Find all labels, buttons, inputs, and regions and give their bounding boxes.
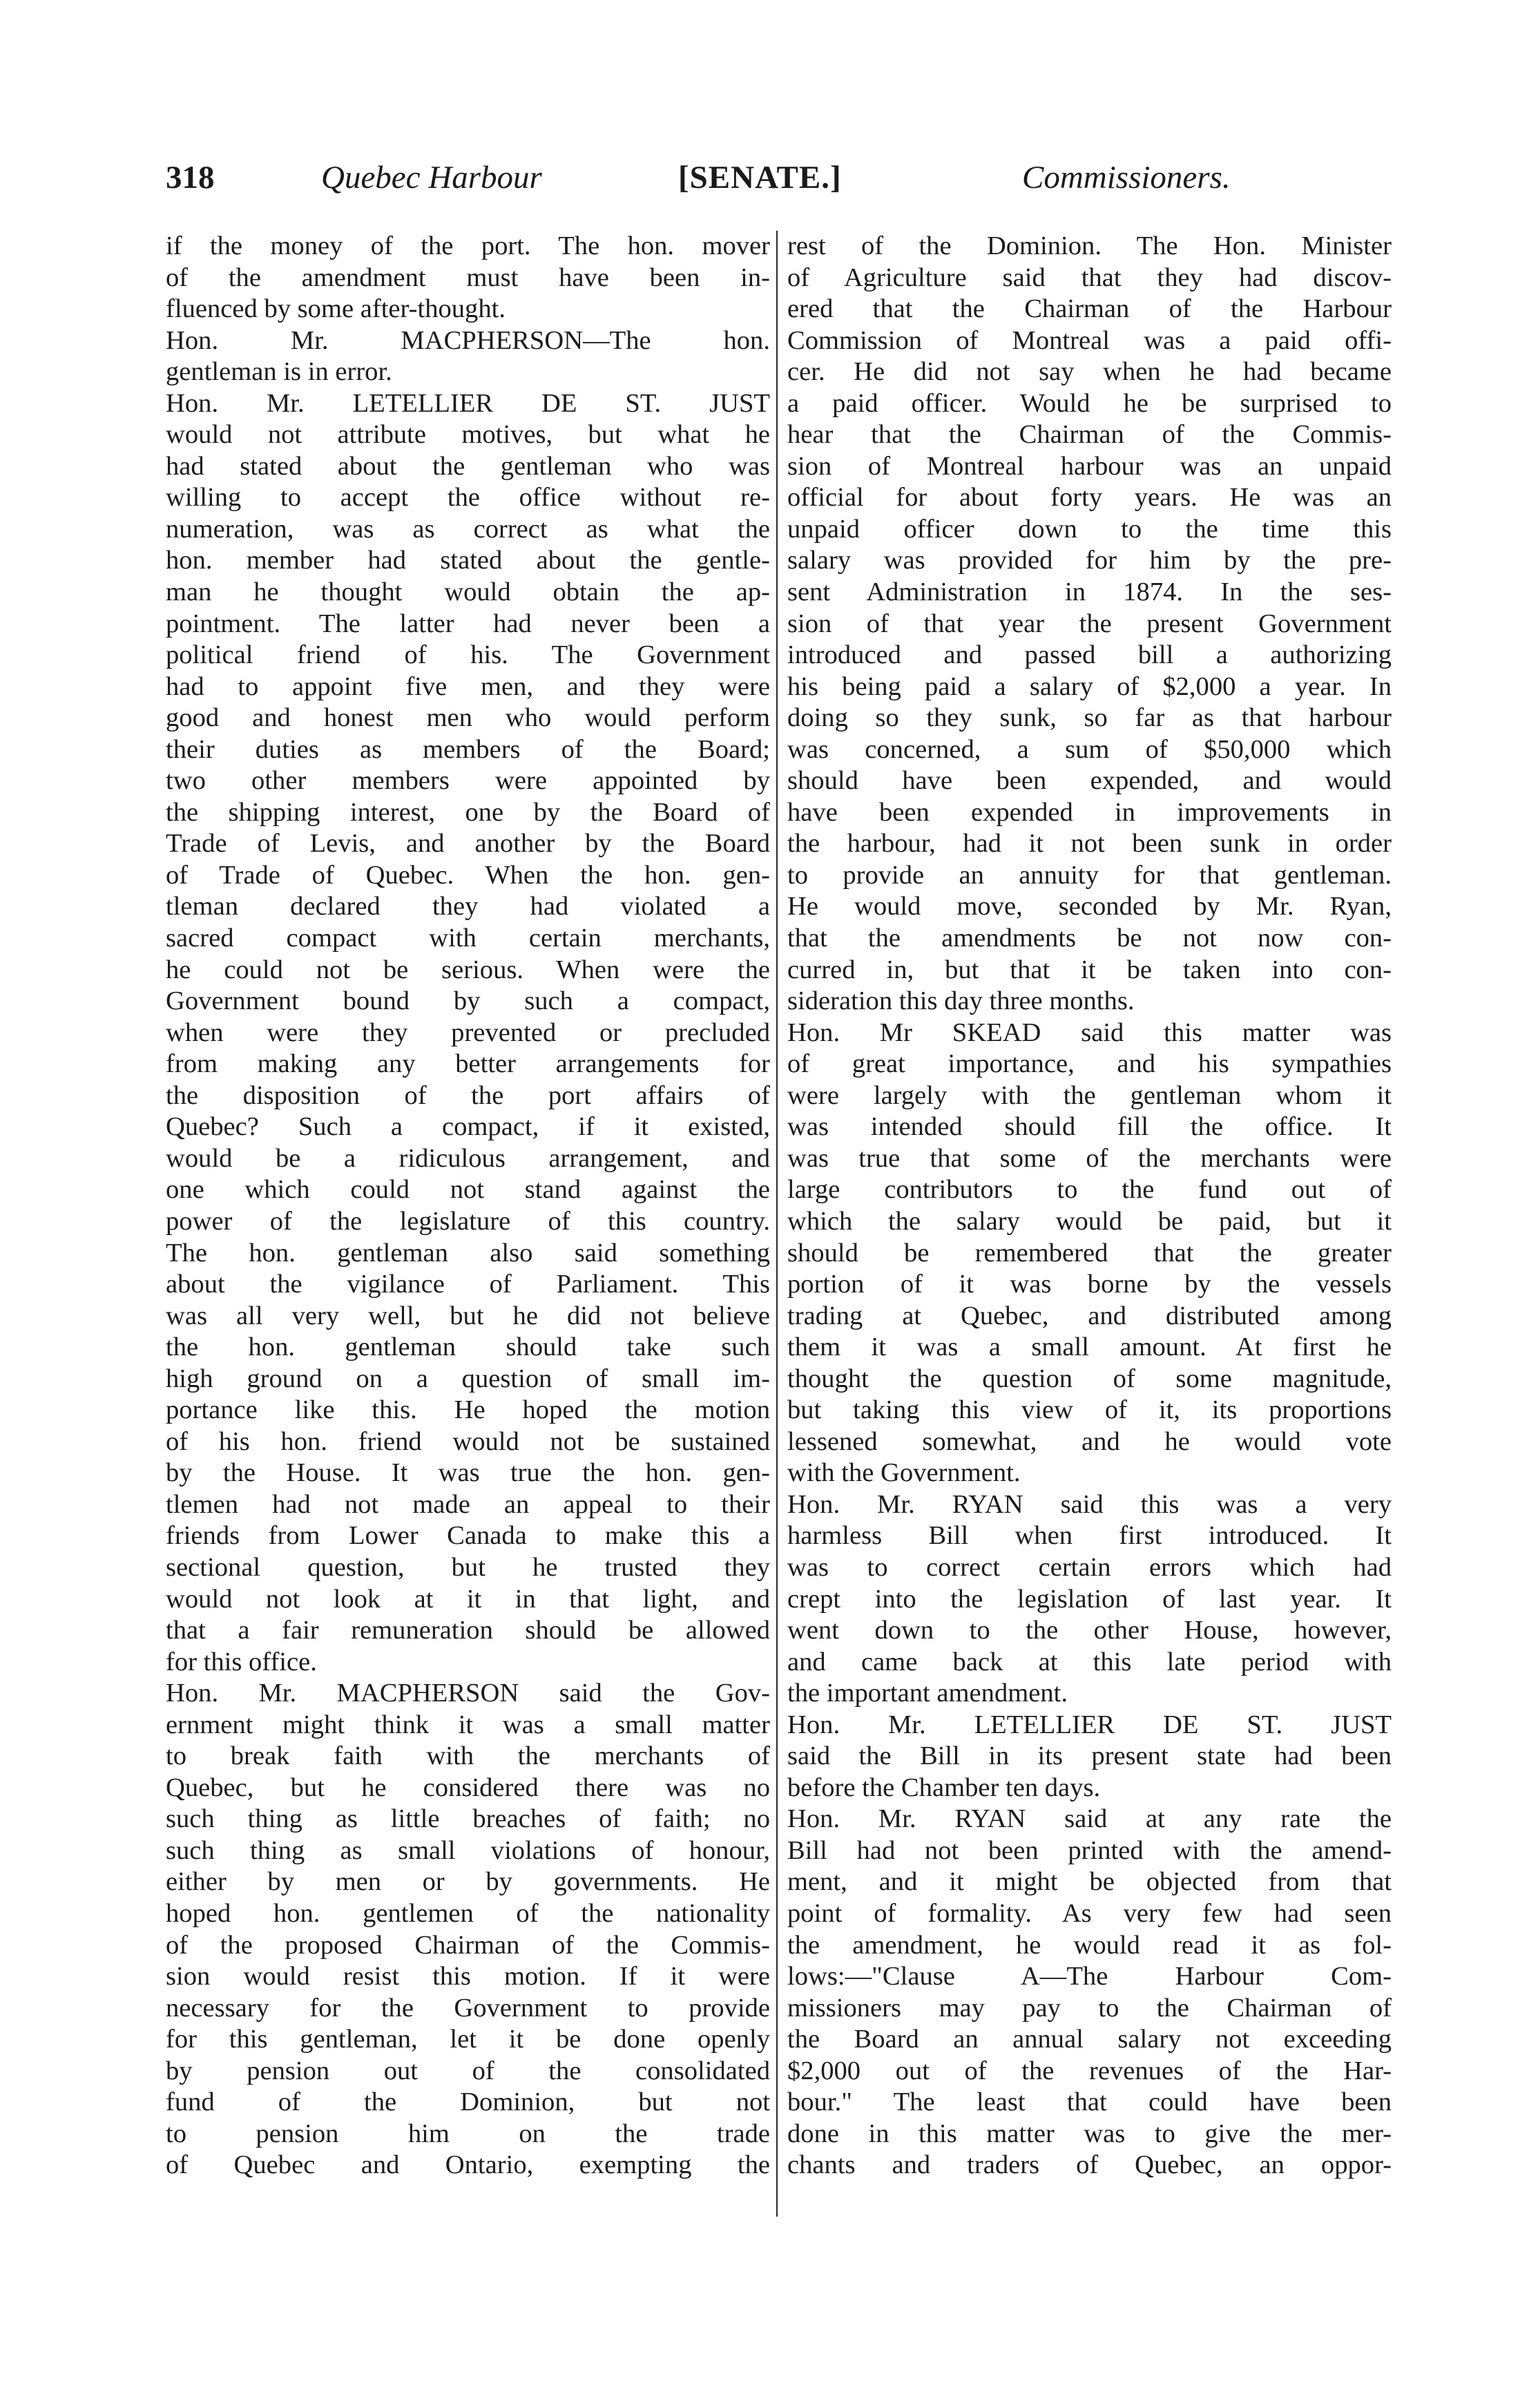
text-line: before the Chamber ten days. [787, 1772, 1101, 1802]
text-line: which the salary would be paid, but it [787, 1206, 1392, 1236]
text-line: He would move, seconded by Mr. Ryan, [787, 892, 1392, 921]
text-line: have been expended in improvements in [787, 797, 1392, 827]
text-line: such thing as small violations of honour, [166, 1835, 770, 1865]
text-line: crept into the legislation of last year. It [787, 1584, 1392, 1614]
text-line: introduced and passed bill a authorizing [787, 640, 1392, 670]
text-line: The hon. gentleman also said something [166, 1238, 770, 1268]
text-line: of Quebec and Ontario, exempting the [166, 2150, 770, 2180]
text-line: the important amendment. [787, 1679, 1068, 1708]
text-line: cer. He did not say when he had became [787, 357, 1392, 387]
text-line: their duties as members of the Board; [166, 734, 770, 764]
text-line: that the amendments be not now con- [787, 924, 1392, 953]
text-line: the amendment, he would read it as fol- [787, 1930, 1392, 1960]
text-line: high ground on a question of small im- [166, 1364, 770, 1393]
text-line: gentleman is in error. [166, 357, 392, 387]
text-line: chants and traders of Quebec, an oppor- [787, 2150, 1392, 2180]
text-line: that a fair remuneration should be allowed [166, 1616, 770, 1645]
text-line: from making any better arrangements for [166, 1049, 770, 1079]
text-line: but taking this view of it, its proportions [787, 1395, 1392, 1425]
column-divider [776, 231, 778, 2217]
text-line: ment, and it might be objected from that [787, 1867, 1392, 1897]
text-line: the hon. gentleman should take such [166, 1332, 770, 1362]
text-line: portion of it was borne by the vessels [787, 1270, 1392, 1299]
text-line: official for about forty years. He was an [787, 483, 1392, 513]
text-line: went down to the other House, however, [787, 1616, 1392, 1645]
text-line: ered that the Chairman of the Harbour [787, 294, 1392, 324]
text-line: unpaid officer down to the time this [787, 514, 1392, 544]
text-line: man he thought would obtain the ap- [166, 577, 770, 607]
text-line: them it was a small amount. At first he [787, 1332, 1392, 1362]
text-line: willing to accept the office without re- [166, 483, 770, 513]
text-line: point of formality. As very few had seen [787, 1898, 1392, 1928]
text-line: pointment. The latter had never been a [166, 609, 770, 638]
text-line: Hon. Mr SKEAD said this matter was [787, 1017, 1392, 1047]
right-column [787, 231, 1392, 2181]
text-line: ernment might think it was a small matter [166, 1710, 770, 1739]
text-line: either by men or by governments. He [166, 1867, 770, 1897]
text-line: fund of the Dominion, but not [166, 2087, 770, 2117]
text-line: was true that some of the merchants were [787, 1143, 1392, 1173]
text-line: of Trade of Quebec. When the hon. gen- [166, 860, 770, 890]
text-line: should be remembered that the greater [787, 1238, 1392, 1268]
page-header [166, 159, 1257, 214]
text-line: Hon. Mr. LETELLIER DE ST. JUST [787, 1710, 1392, 1739]
text-line: portance like this. He hoped the motion [166, 1395, 770, 1425]
text-line: two other members were appointed by [166, 766, 770, 796]
text-line: Hon. Mr. MACPHERSON said the Gov- [166, 1679, 770, 1708]
text-line: when were they prevented or precluded [166, 1017, 770, 1047]
text-line: curred in, but that it be taken into con- [787, 955, 1392, 984]
text-line: Hon. Mr. RYAN said this was a very [787, 1489, 1392, 1519]
text-line: the disposition of the port affairs of [166, 1080, 770, 1110]
running-title-right: Commissioners. [1022, 160, 1231, 195]
text-line: of great importance, and his sympathies [787, 1049, 1392, 1079]
text-line: power of the legislature of this country. [166, 1206, 770, 1236]
running-title-left: Quebec Harbour [321, 160, 542, 195]
text-line: trading at Quebec, and distributed among [787, 1301, 1392, 1330]
text-line: of Agriculture said that they had discov- [787, 262, 1392, 292]
text-line: would be a ridiculous arrangement, and [166, 1143, 770, 1173]
text-line: was to correct certain errors which had [787, 1552, 1392, 1582]
text-line: hoped hon. gentlemen of the nationality [166, 1898, 770, 1928]
text-line: salary was provided for him by the pre- [787, 546, 1392, 575]
text-line: had to appoint five men, and they were [166, 671, 770, 701]
text-line: political friend of his. The Government [166, 640, 770, 670]
text-line: one which could not stand against the [166, 1175, 770, 1205]
text-line: said the Bill in its present state had been [787, 1741, 1392, 1771]
text-line: the harbour, had it not been sunk in order [787, 829, 1392, 859]
text-line: Hon. Mr. RYAN said at any rate the [787, 1804, 1392, 1834]
text-line: of his hon. friend would not be sustained [166, 1426, 770, 1456]
chamber-label: [SENATE.] [678, 160, 842, 195]
text-line: had stated about the gentleman who was [166, 451, 770, 481]
text-line: of the amendment must have been in- [166, 262, 770, 292]
text-line: to break faith with the merchants of [166, 1741, 770, 1771]
text-line: would not look at it in that light, and [166, 1584, 770, 1614]
text-line: Government bound by such a compact, [166, 986, 770, 1016]
text-line: Trade of Levis, and another by the Board [166, 829, 770, 859]
text-line: to pension him on the trade [166, 2119, 770, 2148]
text-line: and came back at this late period with [787, 1647, 1392, 1676]
text-line: sacred compact with certain merchants, [166, 924, 770, 953]
text-line: tlemen had not made an appeal to their [166, 1489, 770, 1519]
text-line: lessened somewhat, and he would vote [787, 1426, 1392, 1456]
text-line: such thing as little breaches of faith; no [166, 1804, 770, 1834]
text-line: was all very well, but he did not believe [166, 1301, 770, 1330]
text-line: by pension out of the consolidated [166, 2056, 770, 2085]
left-column [166, 231, 770, 2181]
text-line: sent Administration in 1874. In the ses- [787, 577, 1392, 607]
text-line: bour." The least that could have been [787, 2087, 1392, 2117]
text-line: lows:—"Clause A—The Harbour Com- [787, 1962, 1392, 1991]
text-line: was concerned, a sum of $50,000 which [787, 734, 1392, 764]
text-line: thought the question of some magnitude, [787, 1364, 1392, 1393]
text-line: friends from Lower Canada to make this a [166, 1521, 770, 1551]
text-line: his being paid a salary of $2,000 a year. In [787, 671, 1392, 701]
text-line: rest of the Dominion. The Hon. Minister [787, 231, 1392, 260]
text-line: by the House. It was true the hon. gen- [166, 1458, 770, 1488]
text-line: sectional question, but he trusted they [166, 1552, 770, 1582]
text-line: a paid officer. Would he be surprised to [787, 388, 1392, 418]
text-line: the shipping interest, one by the Board of [166, 797, 770, 827]
text-line: Quebec, but he considered there was no [166, 1772, 770, 1802]
text-line: for this gentleman, let it be done openly [166, 2025, 770, 2054]
text-line: to provide an annuity for that gentleman. [787, 860, 1392, 890]
text-line: sion would resist this motion. If it were [166, 1962, 770, 1991]
text-line: the Board an annual salary not exceeding [787, 2025, 1392, 2054]
text-line: $2,000 out of the revenues of the Har- [787, 2056, 1392, 2085]
text-line: Quebec? Such a compact, if it existed, [166, 1112, 770, 1142]
text-line: Bill had not been printed with the amend- [787, 1835, 1392, 1865]
text-line: if the money of the port. The hon. mover [166, 231, 770, 260]
text-line: done in this matter was to give the mer- [787, 2119, 1392, 2148]
text-line: missioners may pay to the Chairman of [787, 1993, 1392, 2023]
text-line: necessary for the Government to provide [166, 1993, 770, 2023]
text-line: hear that the Chairman of the Commis- [787, 420, 1392, 450]
text-line: large contributors to the fund out of [787, 1175, 1392, 1205]
page-number: 318 [166, 160, 215, 195]
text-line: Hon. Mr. MACPHERSON—The hon. [166, 325, 770, 355]
text-line: were largely with the gentleman whom it [787, 1080, 1392, 1110]
text-line: sion of that year the present Government [787, 609, 1392, 638]
text-line: sideration this day three months. [787, 986, 1135, 1016]
text-line: would not attribute motives, but what he [166, 420, 770, 450]
text-line: tleman declared they had violated a [166, 892, 770, 921]
text-line: for this office. [166, 1647, 317, 1676]
text-line: sion of Montreal harbour was an unpaid [787, 451, 1392, 481]
text-line: hon. member had stated about the gentle- [166, 546, 770, 575]
text-line: about the vigilance of Parliament. This [166, 1270, 770, 1299]
text-line: Hon. Mr. LETELLIER DE ST. JUST [166, 388, 770, 418]
text-line: of the proposed Chairman of the Commis- [166, 1930, 770, 1960]
text-line: Commission of Montreal was a paid offi- [787, 325, 1392, 355]
text-line: was intended should fill the office. It [787, 1112, 1392, 1142]
text-line: should have been expended, and would [787, 766, 1392, 796]
text-line: fluenced by some after-thought. [166, 294, 506, 324]
text-line: harmless Bill when first introduced. It [787, 1521, 1392, 1551]
text-line: doing so they sunk, so far as that harbour [787, 703, 1392, 733]
text-line: numeration, was as correct as what the [166, 514, 770, 544]
text-line: he could not be serious. When were the [166, 955, 770, 984]
text-line: with the Government. [787, 1458, 1021, 1488]
text-line: good and honest men who would perform [166, 703, 770, 733]
